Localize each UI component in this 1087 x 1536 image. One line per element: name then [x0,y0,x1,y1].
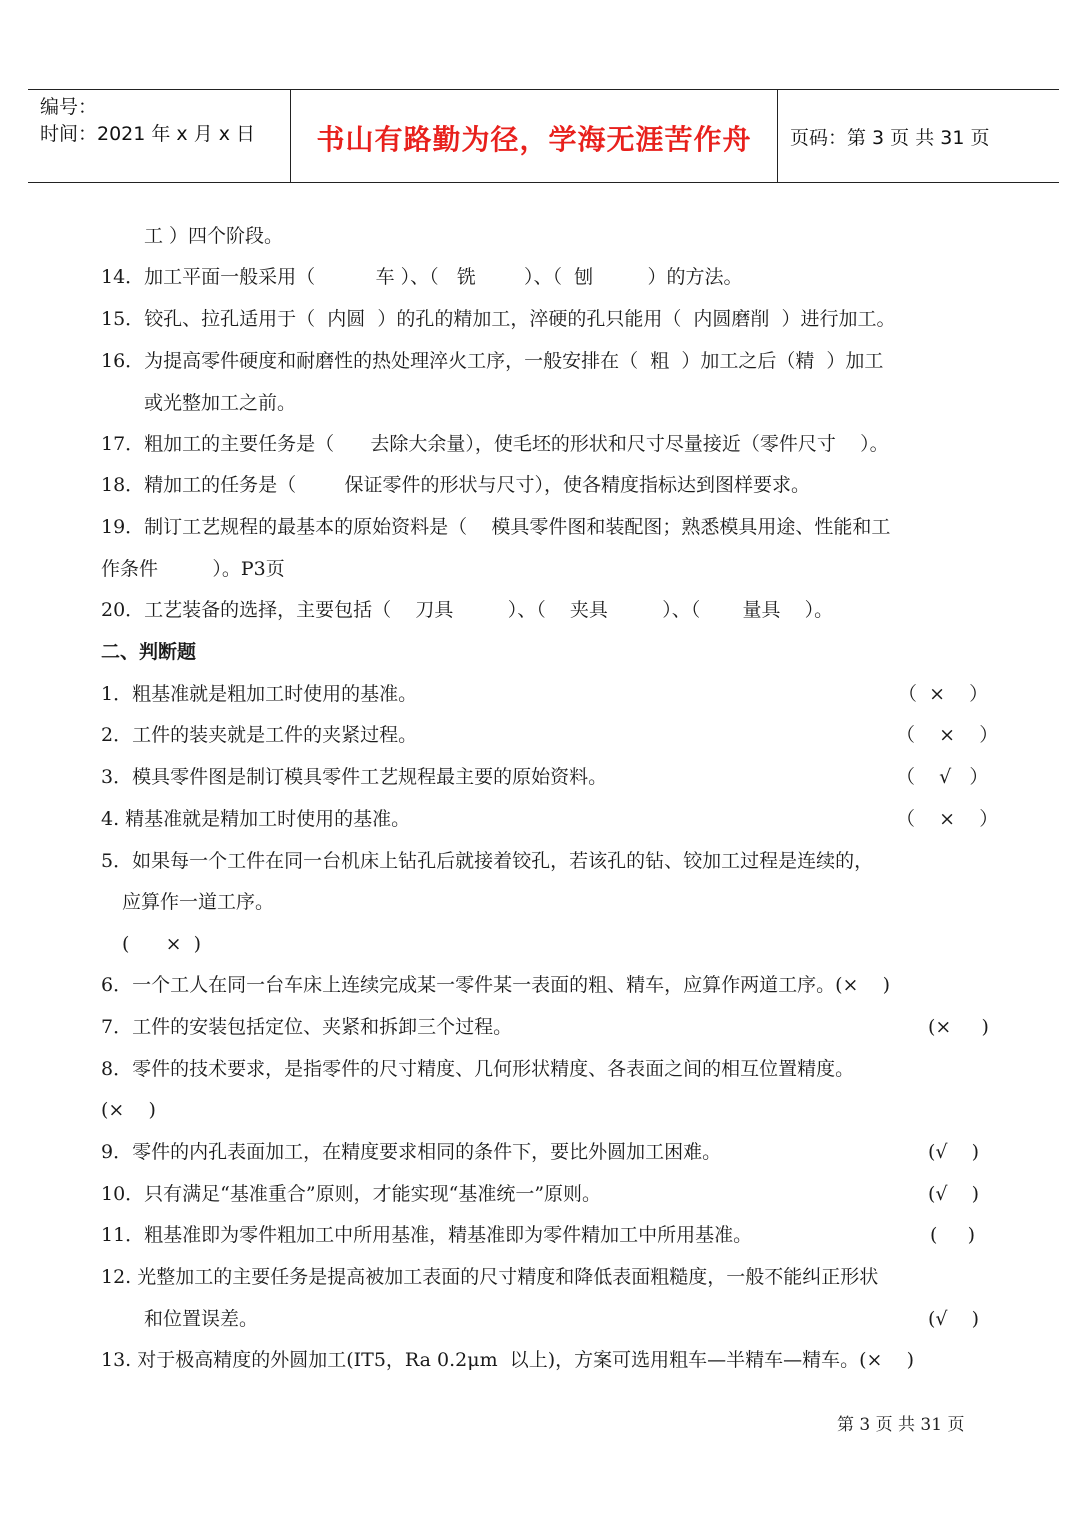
answer-mark: （ × ） [896,724,999,746]
serial-label: 编号： [40,96,98,118]
text-line: 应算作一道工序。 [122,891,275,913]
section-heading: 二、判断题 [101,641,197,663]
time-label: 时间：2021 年 x 月 x 日 [40,123,256,145]
text-line: 作条件 ）。P3页 [101,558,285,580]
judgement-item: 3．模具零件图是制订模具零件工艺规程最主要的原始资料。 [101,766,608,788]
header-page-info: 页码：第 3 页 共 31 页 [790,127,990,149]
header-bottom-rule [28,182,1059,183]
text-line: 16．为提高零件硬度和耐磨性的热处理淬火工序，一般安排在（ 粗 ）加工之后（精 ）加工 [101,350,884,372]
judgement-item: 7．工件的安装包括定位、夹紧和拆卸三个过程。 [101,1016,513,1038]
judgement-item: 5．如果每一个工件在同一台机床上钻孔后就接着铰孔，若该孔的钻、铰加工过程是连续的， [101,850,874,872]
text-line: 或光整加工之前。 [144,392,297,414]
text-line: 15．铰孔、拉孔适用于（ 内圆 ）的孔的精加工，淬硬的孔只能用（ 内圆磨削 ）进行加工。 [101,308,896,330]
text-line: 19．制订工艺规程的最基本的原始资料是（ 模具零件图和装配图；熟悉模具用途、性能和工 [101,516,891,538]
judgement-item: 6．一个工人在同一台车床上连续完成某一零件某一表面的粗、精车，应算作两道工序。(× ) [101,974,890,996]
answer-mark: ( ) [930,1224,976,1246]
header-top-rule [28,89,1059,90]
judgement-item: 2．工件的装夹就是工件的夹紧过程。 [101,724,418,746]
answer-mark: ( × ) [122,933,202,955]
answer-mark: (× ) [101,1099,156,1121]
judgement-item: 13. 对于极高精度的外圆加工(IT5，Ra 0.2μm 以上)，方案可选用粗车—半精车—精车。(× ) [101,1349,915,1371]
text-line: 和位置误差。 [144,1308,259,1330]
judgement-item: 11．粗基准即为零件粗加工中所用基准，精基准即为零件精加工中所用基准。 [101,1224,753,1246]
page-footer: 第 3 页 共 31 页 [837,1415,965,1435]
answer-mark: （ √ ） [896,766,989,788]
judgement-item: 9．零件的内孔表面加工，在精度要求相同的条件下，要比外圆加工困难。 [101,1141,722,1163]
answer-mark: (√ ) [928,1141,980,1163]
answer-mark: （ × ） [898,683,989,705]
text-line: 工 ）四个阶段。 [144,225,284,247]
judgement-item: 12. 光整加工的主要任务是提高被加工表面的尺寸精度和降低表面粗糙度，一般不能纠正形状 [101,1266,879,1288]
text-line: 18．精加工的任务是（ 保证零件的形状与尺寸），使各精度指标达到图样要求。 [101,474,810,496]
answer-mark: (√ ) [928,1308,980,1330]
judgement-item: 1．粗基准就是粗加工时使用的基准。 [101,683,418,705]
header-meta [40,94,255,148]
judgement-item: 4. 精基准就是精加工时使用的基准。 [101,808,411,830]
judgement-item: 10．只有满足“基准重合”原则，才能实现“基准统一”原则。 [101,1183,602,1205]
judgement-item: 8．零件的技术要求，是指零件的尺寸精度、几何形状精度、各表面之间的相互位置精度。 [101,1058,855,1080]
header-motto: 书山有路勤为径，学海无涯苦作舟 [316,123,752,156]
header-divider-right [777,89,778,183]
answer-mark: (√ ) [928,1183,980,1205]
text-line: 17．粗加工的主要任务是（ 去除大余量），使毛坯的形状和尺寸尽量接近（零件尺寸 ）。 [101,433,889,455]
answer-mark: （ × ） [896,808,999,830]
text-line: 20．工艺装备的选择，主要包括（ 刀具 ）、（ 夹具 ）、（ 量具 ）。 [101,599,834,621]
text-line: 14．加工平面一般采用（ 车 ）、（ 铣 ）、（ 刨 ）的方法。 [101,266,743,288]
answer-mark: (× ) [928,1016,989,1038]
